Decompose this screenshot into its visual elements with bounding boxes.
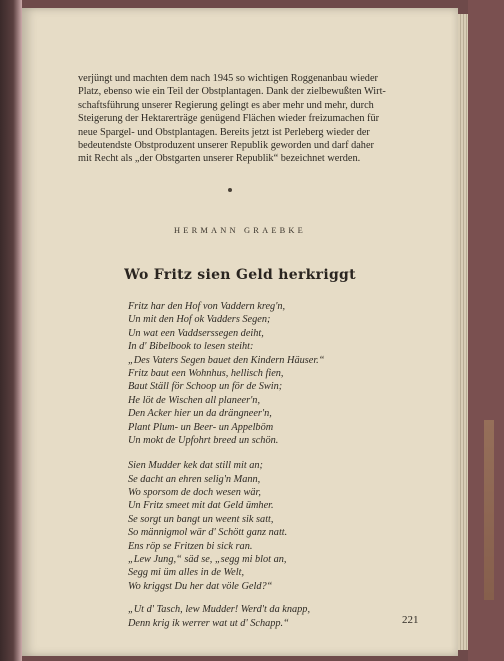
poem-line: Un wat een Vaddserssegen deiht, bbox=[128, 327, 264, 339]
poem-line: Fritz baut een Wohnhus, hellisch fien, bbox=[128, 367, 284, 379]
book-page bbox=[22, 8, 458, 656]
book-spine-shadow bbox=[0, 0, 22, 661]
poem-line: „Lew Jung,“ säd se, „segg mi blot an, bbox=[128, 554, 287, 566]
poem-line: „Des Vaters Segen bauet den Kindern Häuser.“ bbox=[128, 354, 325, 366]
poem-line: Den Acker hier un da drängneer'n, bbox=[128, 408, 272, 420]
prose-line: verjüngt und machten dem nach 1945 so wichtigen Roggenanbau wieder bbox=[78, 73, 378, 84]
poem-line: Se sorgt un bangt un weent sik satt, bbox=[128, 513, 274, 525]
prose-paragraph bbox=[78, 72, 434, 166]
poem-stanza bbox=[128, 300, 428, 447]
poem-line: Un mit den Hof ok Vadders Segen; bbox=[128, 314, 271, 326]
poem-line: Fritz har den Hof von Vaddern kreg'n, bbox=[128, 301, 286, 312]
poem-stanza bbox=[128, 603, 428, 630]
prose-line: neue Spargel- und Obstplantagen. Bereits jetzt ist Perleberg wieder der bbox=[78, 126, 370, 138]
page-edges bbox=[458, 14, 468, 650]
poem-line: He löt de Wischen all planeer'n, bbox=[128, 394, 261, 406]
poem-line: Se dacht an ehren selig'n Mann, bbox=[128, 473, 261, 485]
prose-line: schaftsführung unserer Regierung gelingt es aber mehr und mehr, durch bbox=[78, 99, 374, 111]
poem-line: Un mokt de Upfohrt breed un schön. bbox=[128, 434, 279, 446]
page-number: 221 bbox=[402, 614, 419, 626]
poem-line: „Ut d' Tasch, lew Mudder! Werd't da knapp, bbox=[128, 604, 311, 616]
poem-line: Un Fritz smeet mit dat Geld ümher. bbox=[128, 500, 274, 512]
poem-title: Wo Fritz sien Geld herkriggt bbox=[124, 267, 356, 283]
prose-line: mit Recht als „der Obstgarten unserer Republik“ bezeichnet werden. bbox=[78, 153, 361, 165]
prose-line: Platz, ebenso wie ein Teil der Obstplantagen. Dank der zielbewußten Wirt- bbox=[78, 86, 386, 98]
poem-line: So männigmol wär d' Schött ganz natt. bbox=[128, 527, 288, 539]
poem-line: Ens röp se Fritzen bi sick ran. bbox=[128, 540, 253, 552]
prose-line: bedeutendste Obstproduzent unserer Republik geworden und darf daher bbox=[78, 140, 374, 152]
poem-line: Wo kriggst Du her dat völe Geld?“ bbox=[128, 580, 273, 592]
poem-line: Denn krig ik werrer wat ut d' Schapp.“ bbox=[128, 617, 289, 629]
author-name: HERMANN GRAEBKE bbox=[174, 226, 306, 235]
page-tab-strip bbox=[484, 420, 494, 600]
poem-line: Plant Plum- un Beer- un Appelböm bbox=[128, 421, 274, 433]
poem-line: Segg mi üm alles in de Welt, bbox=[128, 567, 245, 579]
poem-line: Wo sporsom de doch wesen wär, bbox=[128, 487, 261, 499]
prose-line: Steigerung der Hektarerträge genügend Flächen wieder freizumachen für bbox=[78, 113, 380, 125]
poem-line: Baut Ställ för Schoop un för de Swin; bbox=[128, 381, 283, 393]
section-divider-dot bbox=[228, 188, 232, 192]
poem bbox=[128, 300, 428, 642]
poem-line: In d' Bibelbook to lesen steiht: bbox=[128, 341, 254, 353]
poem-line: Sien Mudder kek dat still mit an; bbox=[128, 460, 263, 472]
poem-stanza bbox=[128, 459, 428, 593]
